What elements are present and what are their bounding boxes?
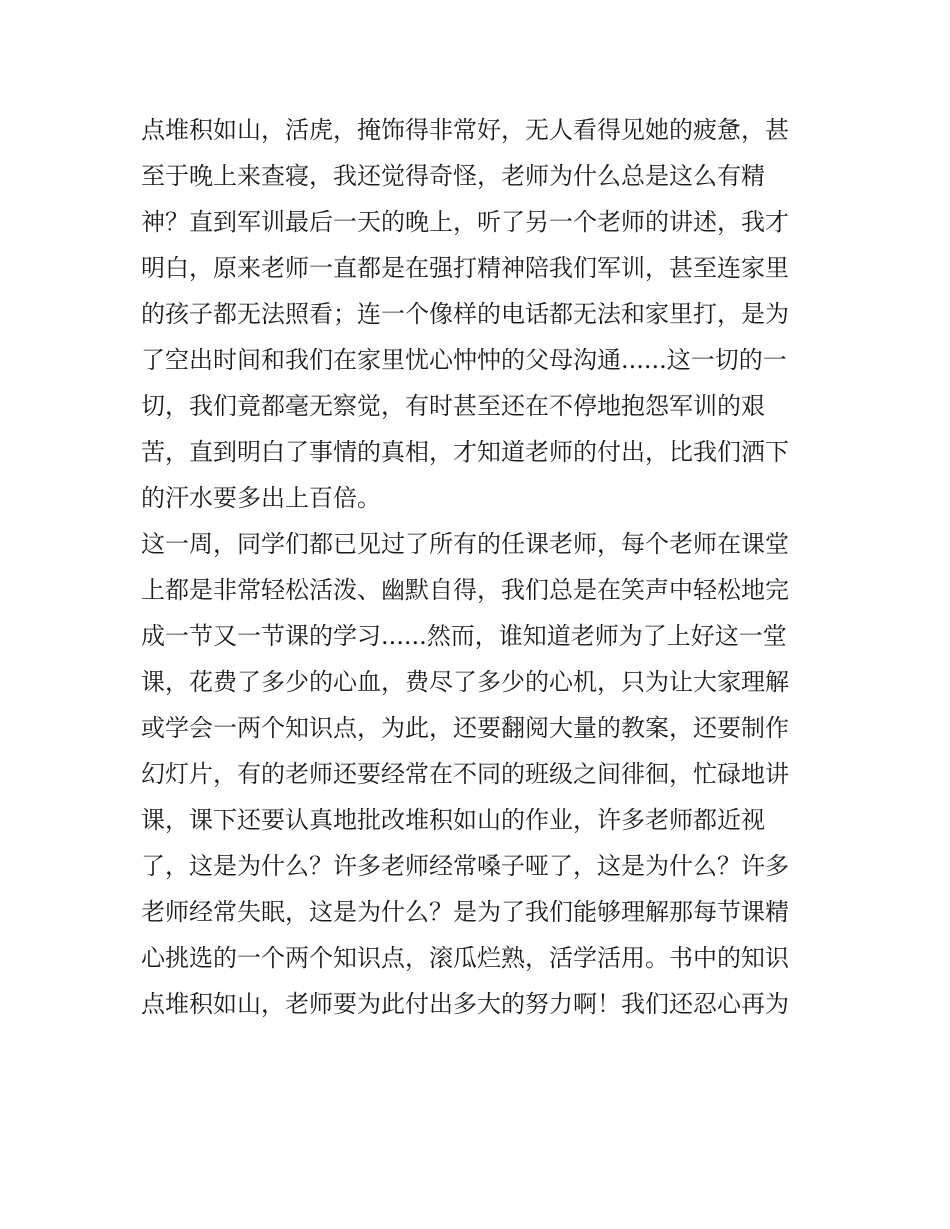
text-line: 老师经常失眠，这是为什么？是为了我们能够理解那每节课精 bbox=[141, 898, 789, 926]
text-line: 了，这是为什么？许多老师经常嗓子哑了，这是为什么？许多 bbox=[141, 852, 789, 880]
text-line: 的汗水要多出上百倍。 bbox=[141, 484, 381, 512]
text-line: 课，课下还要认真地批改堆积如山的作业，许多老师都近视 bbox=[141, 806, 765, 834]
text-line: 苦，直到明白了事情的真相，才知道老师的付出，比我们洒下 bbox=[141, 438, 789, 466]
text-line: 切，我们竟都毫无察觉，有时甚至还在不停地抱怨军训的艰 bbox=[141, 392, 765, 420]
paragraph-1 bbox=[141, 107, 813, 521]
text-line: 心挑选的一个两个知识点，滚瓜烂熟，活学活用。书中的知识 bbox=[141, 944, 789, 972]
text-body bbox=[141, 107, 813, 1027]
paragraph-2 bbox=[141, 521, 813, 1027]
text-line: 成一节又一节课的学习......然而，谁知道老师为了上好这一堂 bbox=[141, 622, 787, 650]
text-line: 的孩子都无法照看；连一个像样的电话都无法和家里打，是为 bbox=[141, 300, 789, 328]
text-line: 幻灯片，有的老师还要经常在不同的班级之间徘徊，忙碌地讲 bbox=[141, 760, 789, 788]
text-line: 点堆积如山，活虎，掩饰得非常好，无人看得见她的疲惫，甚 bbox=[141, 116, 789, 144]
text-line: 点堆积如山，老师要为此付出多大的努力啊！我们还忍心再为 bbox=[141, 990, 789, 1018]
text-line: 了空出时间和我们在家里忧心忡忡的父母沟通......这一切的一 bbox=[141, 346, 787, 374]
text-line: 明白，原来老师一直都是在强打精神陪我们军训，甚至连家里 bbox=[141, 254, 789, 282]
text-line: 或学会一两个知识点，为此，还要翻阅大量的教案，还要制作 bbox=[141, 714, 789, 742]
text-line: 课，花费了多少的心血，费尽了多少的心机，只为让大家理解 bbox=[141, 668, 789, 696]
text-line: 这一周，同学们都已见过了所有的任课老师，每个老师在课堂 bbox=[141, 530, 789, 558]
text-line: 至于晚上来查寝，我还觉得奇怪，老师为什么总是这么有精 bbox=[141, 162, 765, 190]
text-line: 上都是非常轻松活泼、幽默自得，我们总是在笑声中轻松地完 bbox=[141, 576, 789, 604]
text-line: 神？直到军训最后一天的晚上，听了另一个老师的讲述，我才 bbox=[141, 208, 789, 236]
